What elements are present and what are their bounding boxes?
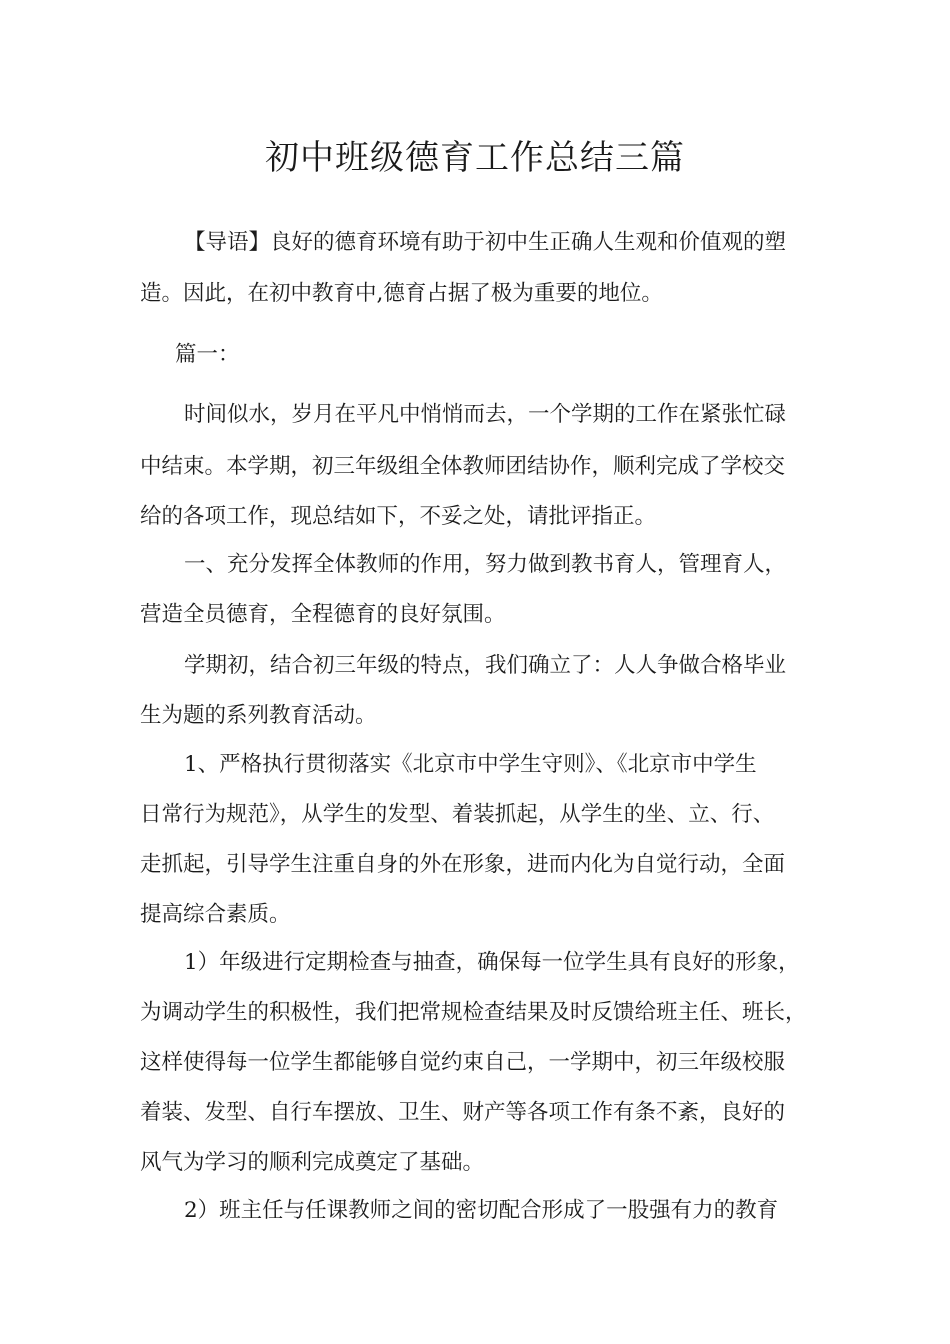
document-title: 初中班级德育工作总结三篇 — [265, 138, 685, 178]
paragraph-line: 日常行为规范》，从学生的发型、着装抓起，从学生的坐、立、行、 — [140, 802, 775, 827]
paragraph-line: 学期初，结合初三年级的特点，我们确立了：人人争做合格毕业 — [184, 653, 787, 678]
paragraph-line: 营造全员德育，全程德育的良好氛围。 — [140, 602, 506, 627]
paragraph-line: 【导语】良好的德育环境有助于初中生正确人生观和价值观的塑 — [184, 230, 787, 255]
paragraph-line: 为调动学生的积极性，我们把常规检查结果及时反馈给班主任、班长， — [140, 1000, 807, 1025]
paragraph-line: 中结束。本学期，初三年级组全体教师团结协作，顺利完成了学校交 — [140, 454, 786, 479]
section-heading: 篇一： — [175, 342, 240, 367]
paragraph-line: 造。因此，在初中教育中,德育占据了极为重要的地位。 — [140, 281, 663, 306]
paragraph-line: 走抓起，引导学生注重自身的外在形象，进而内化为自觉行动，全面 — [140, 852, 786, 877]
paragraph-line: 风气为学习的顺利完成奠定了基础。 — [140, 1150, 485, 1175]
paragraph-line: 给的各项工作，现总结如下，不妥之处，请批评指正。 — [140, 504, 657, 529]
paragraph-line: 着装、发型、自行车摆放、卫生、财产等各项工作有条不紊，良好的 — [140, 1100, 786, 1125]
paragraph-line: 提高综合素质。 — [140, 902, 291, 927]
paragraph-line: 一、充分发挥全体教师的作用，努力做到教书育人，管理育人， — [184, 552, 787, 577]
paragraph-line: 1、严格执行贯彻落实《北京市中学生守则》、《北京市中学生 — [184, 752, 757, 777]
paragraph-line: 时间似水，岁月在平凡中悄悄而去，一个学期的工作在紧张忙碌 — [184, 402, 787, 427]
paragraph-line: 1）年级进行定期检查与抽查，确保每一位学生具有良好的形象， — [184, 950, 800, 975]
paragraph-line: 这样使得每一位学生都能够自觉约束自己，一学期中，初三年级校服 — [140, 1050, 786, 1075]
paragraph-line: 生为题的系列教育活动。 — [140, 703, 377, 728]
paragraph-line: 2）班主任与任课教师之间的密切配合形成了一股强有力的教育 — [184, 1198, 779, 1223]
